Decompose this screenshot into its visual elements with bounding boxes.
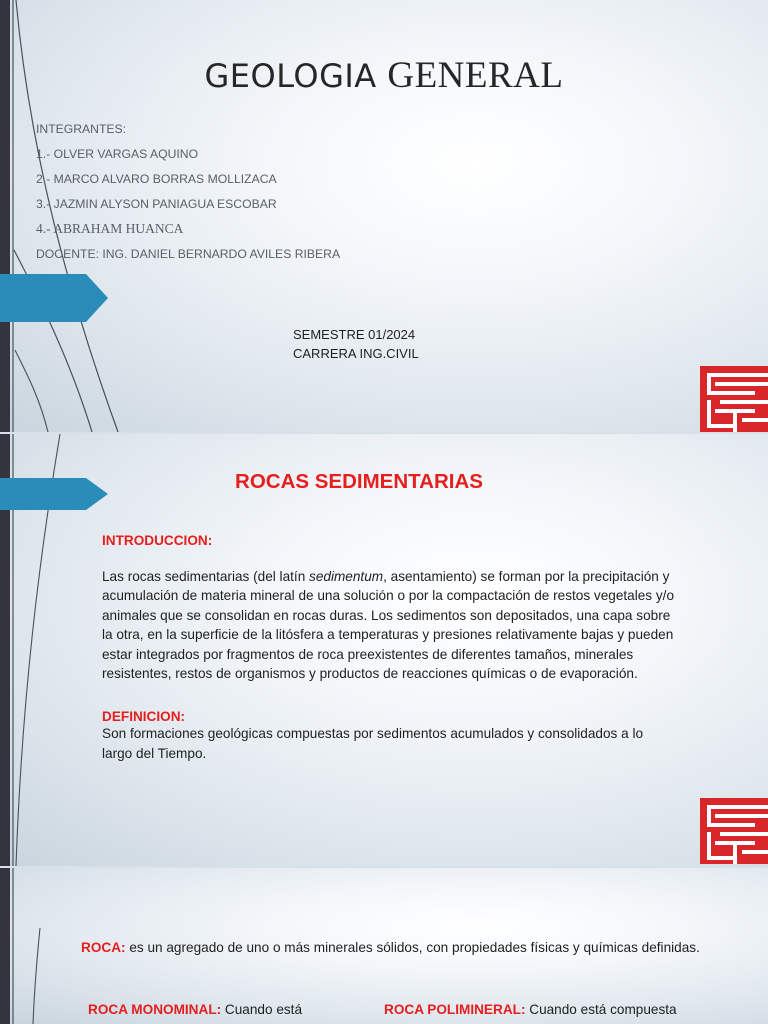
roca-definition [81,938,701,957]
definition-heading: DEFINICION: [102,709,186,725]
red-maze-logo-icon [700,366,768,432]
career-text: CARRERA ING.CIVIL [293,346,419,361]
member-item: 1.- OLVER VARGAS AQUINO [36,147,199,161]
members-heading: INTEGRANTES: [36,122,127,136]
intro-text-start: Las rocas sedimentarias (del latín [102,569,310,584]
member-item: 2.- MARCO ALVARO BORRAS MOLLIZACA [36,172,277,186]
members-list [36,121,340,271]
polimineral-text: Cuando está compuesta [525,1002,677,1017]
member-item: 4.- ABRAHAM HUANCA [36,221,184,236]
monomineral-label: ROCA MONOMINAL: [88,1002,222,1017]
intro-text-end: , asentamiento) se forman por la precipitación y acumulación de materia mineral de una solución o por la compactación de restos vegetales y/o animales que se consolidan en rocas duras. Los sedimentos son depositados, una capa sobre la otra, en la superficie de la litósfera a temperaturas y presiones relativamente bajas y pueden estar integrados por fragmentos de roca preexistentes de diferentes tamaños, minerales resistentes, restos de organismos y productos de reacciones químicas o de evaporación. [102,569,675,682]
slide-body [102,533,677,763]
member-item: 3.- JAZMIN ALYSON PANIAGUA ESCOBAR [36,197,277,211]
red-maze-logo-icon [700,798,768,864]
section-title: ROCAS SEDIMENTARIAS [235,470,483,493]
polimineral-label: ROCA POLIMINERAL: [384,1002,526,1017]
page-title [0,54,768,97]
monomineral-item [88,1002,302,1017]
docente-item: DOCENTE: ING. DANIEL BERNARDO AVILES RIBERA [36,247,341,261]
intro-heading: INTRODUCCION: [102,533,213,548]
roca-text: es un agregado de uno o más minerales sólidos, con propiedades físicas y químicas definidas. [125,940,700,955]
roca-label: ROCA: [81,940,126,955]
semester-text: SEMESTRE 01/2024 [293,327,416,342]
slide-roca [0,868,768,1024]
intro-paragraph [102,567,677,683]
monomineral-text: Cuando está [221,1002,303,1017]
polimineral-item [384,1002,677,1017]
title-part-b: GENERAL [387,55,564,96]
intro-text-italic: sedimentum [309,569,384,584]
semester-info [293,325,419,363]
title-part-a: GEOLOGIA [204,57,388,95]
blue-arrow-tab-icon [0,274,110,322]
slide-title [0,0,768,432]
definition-text: Son formaciones geológicas compuestas por sedimentos acumulados y consolidados a lo largo del Tiempo. [102,726,644,761]
slide-rocas-sedimentarias [0,434,768,866]
